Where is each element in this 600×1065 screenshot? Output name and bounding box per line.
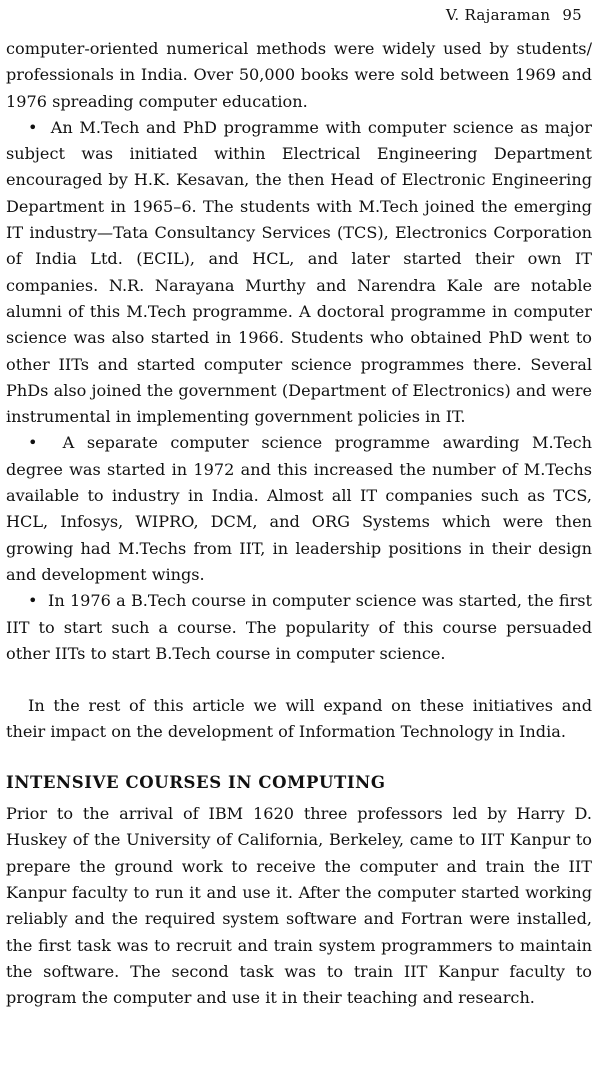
bullet-text: A separate computer science programme awarding M.Tech degree was started in 1972 and this increased the number of M.Techs available to industry in India. Almost all IT companies such as TCS, HCL, Infosys, WIPRO, DCM, and ORG Systems which were then growing had M.Techs from IIT, in leadership positions in their design and development wings. [6, 433, 592, 584]
section-heading: INTENSIVE COURSES IN COMPUTING [6, 772, 386, 792]
bullet-symbol: • [28, 117, 38, 137]
page-number: 95 [562, 6, 582, 24]
author-name: V. Rajaraman [445, 6, 551, 24]
bullet-symbol: • [28, 591, 38, 611]
bullet-symbol: • [28, 433, 38, 453]
paragraph-continued: computer-oriented numerical methods were widely used by students/ professionals in India. Over 50,000 books were sold between 1969 and 1976 spreading computer education. [6, 39, 592, 111]
running-header [446, 6, 582, 24]
bullet-item-separate-programme [6, 430, 592, 588]
bullet-text: An M.Tech and PhD programme with computer science as major subject was initiated within Electrical Engineering Department encouraged by H.K. Kesavan, the then Head of Electronic Engineering Department in 1965–6. The students with M.Tech joined the emerging IT industry—Tata Consultancy Services (TCS), Electronics Corporation of India Ltd. (ECIL), and HCL, and later started their own IT companies. N.R. Narayana Murthy and Narendra Kale are notable alumni of this M.Tech programme. A doctoral programme in computer science was also started in 1966. Students who obtained PhD went to other IITs and started computer science programmes there. Several PhDs also joined the government (Department of Electronics) and were instrumental in implementing government policies in IT. [6, 117, 592, 427]
bullet-item-mtech-phd [6, 115, 592, 431]
page-body [6, 36, 592, 1011]
bullet-item-btech [6, 588, 592, 667]
bullet-text: In 1976 a B.Tech course in computer science was started, the first IIT to start such a course. The popularity of this course persuaded other IITs to start B.Tech course in computer science. [6, 591, 592, 663]
paragraph-overview: In the rest of this article we will expand on these initiatives and their impact on the development of Information Technology in India. [6, 696, 592, 742]
paragraph-intensive-courses: Prior to the arrival of IBM 1620 three professors led by Harry D. Huskey of the University of California, Berkeley, came to IIT Kanpur to prepare the ground work to receive the computer and train the IIT Kanpur faculty to run it and use it. After the computer started working reliably and the required system software and Fortran were installed, the first task was to recruit and train system programmers to maintain the software. The second task was to train IIT Kanpur faculty to program the computer and use it in their teaching and research. [6, 804, 592, 1008]
